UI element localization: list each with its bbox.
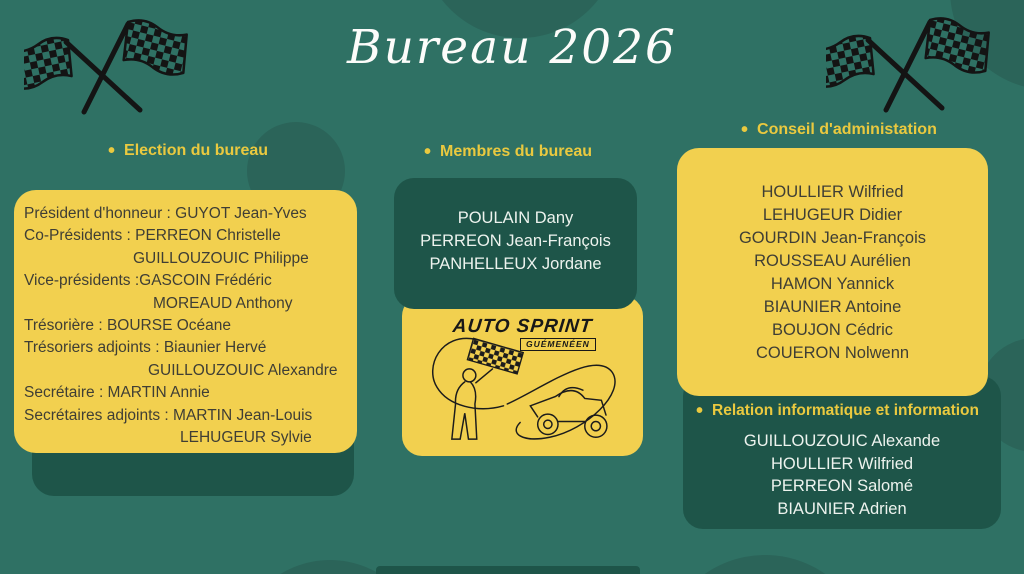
heading-relation-informatique [696, 402, 979, 420]
heading-election-du-bureau [108, 142, 268, 160]
relation-member-name: HOULLIER Wilfried [770, 454, 914, 473]
conseil-member-name: COUERON Nolwenn [755, 344, 910, 362]
member-name: PERREON Jean-François [420, 232, 611, 250]
heading-conseil-administation [741, 121, 937, 139]
election-role-line: Secrétaires adjoints : MARTIN Jean-Louis [24, 406, 313, 424]
conseil-member-name: BOUJON Cédric [771, 321, 894, 339]
conseil-names-list [677, 148, 988, 365]
club-logo-title: AUTO SPRINT [451, 316, 594, 337]
bullet-icon: • [741, 119, 749, 141]
relation-member-name: GUILLOUZOUIC Alexande [743, 432, 941, 450]
membres-card [394, 178, 637, 309]
heading-label: Election du bureau [124, 142, 269, 159]
election-role-line: LEHUGEUR Sylvie [180, 429, 312, 447]
bullet-icon: • [108, 140, 116, 162]
relation-member-name: BIAUNIER Adrien [777, 499, 907, 518]
election-role-line: Secrétaire : MARTIN Annie [24, 384, 210, 402]
election-card [14, 190, 357, 453]
heading-label: Membres du bureau [440, 143, 593, 160]
heading-label: Conseil d'administation [757, 121, 937, 138]
election-role-line: Président d'honneur : GUYOT Jean-Yves [24, 205, 307, 222]
member-name: PANHELLEUX Jordane [429, 255, 602, 273]
conseil-member-name: BIAUNIER Antoine [763, 298, 902, 316]
conseil-member-name: HOULLIER Wilfried [761, 183, 904, 201]
election-role-line: Trésoriers adjoints : Biaunier Hervé [24, 339, 267, 357]
relation-member-name: PERREON Salomé [770, 477, 914, 495]
conseil-member-name: HAMON Yannick [770, 275, 895, 293]
member-name: POULAIN Dany [457, 209, 574, 227]
election-role-line: Co-Présidents : PERREON Christelle [24, 227, 281, 245]
conseil-member-name: GOURDIN Jean-François [738, 229, 927, 247]
heading-membres-du-bureau [424, 143, 592, 161]
bottom-card-edge [376, 566, 640, 574]
relation-names-list [683, 430, 1001, 520]
conseil-member-name: ROUSSEAU Aurélien [754, 252, 911, 270]
election-role-line: MOREAUD Anthony [153, 294, 293, 312]
bullet-icon: • [696, 400, 704, 422]
heading-label: Relation informatique et information [712, 402, 979, 419]
conseil-member-name: LEHUGEUR Didier [762, 206, 903, 224]
club-logo-card [402, 296, 643, 456]
background-circle [660, 555, 870, 574]
election-role-line: GUILLOUZOUIC Philippe [133, 249, 309, 267]
club-logo-subtitle: GUÉMENÉEN [520, 338, 596, 351]
slide-title: Bureau 2026 [347, 20, 677, 75]
bullet-icon: • [424, 141, 432, 163]
election-role-line: GUILLOUZOUIC Alexandre [148, 361, 338, 379]
membres-names-list [394, 178, 637, 276]
election-role-line: Trésorière : BOURSE Océane [24, 317, 232, 335]
election-role-line: Vice-présidents :GASCOIN Frédéric [24, 272, 272, 290]
election-roles-list [14, 190, 357, 449]
conseil-card [677, 148, 988, 396]
